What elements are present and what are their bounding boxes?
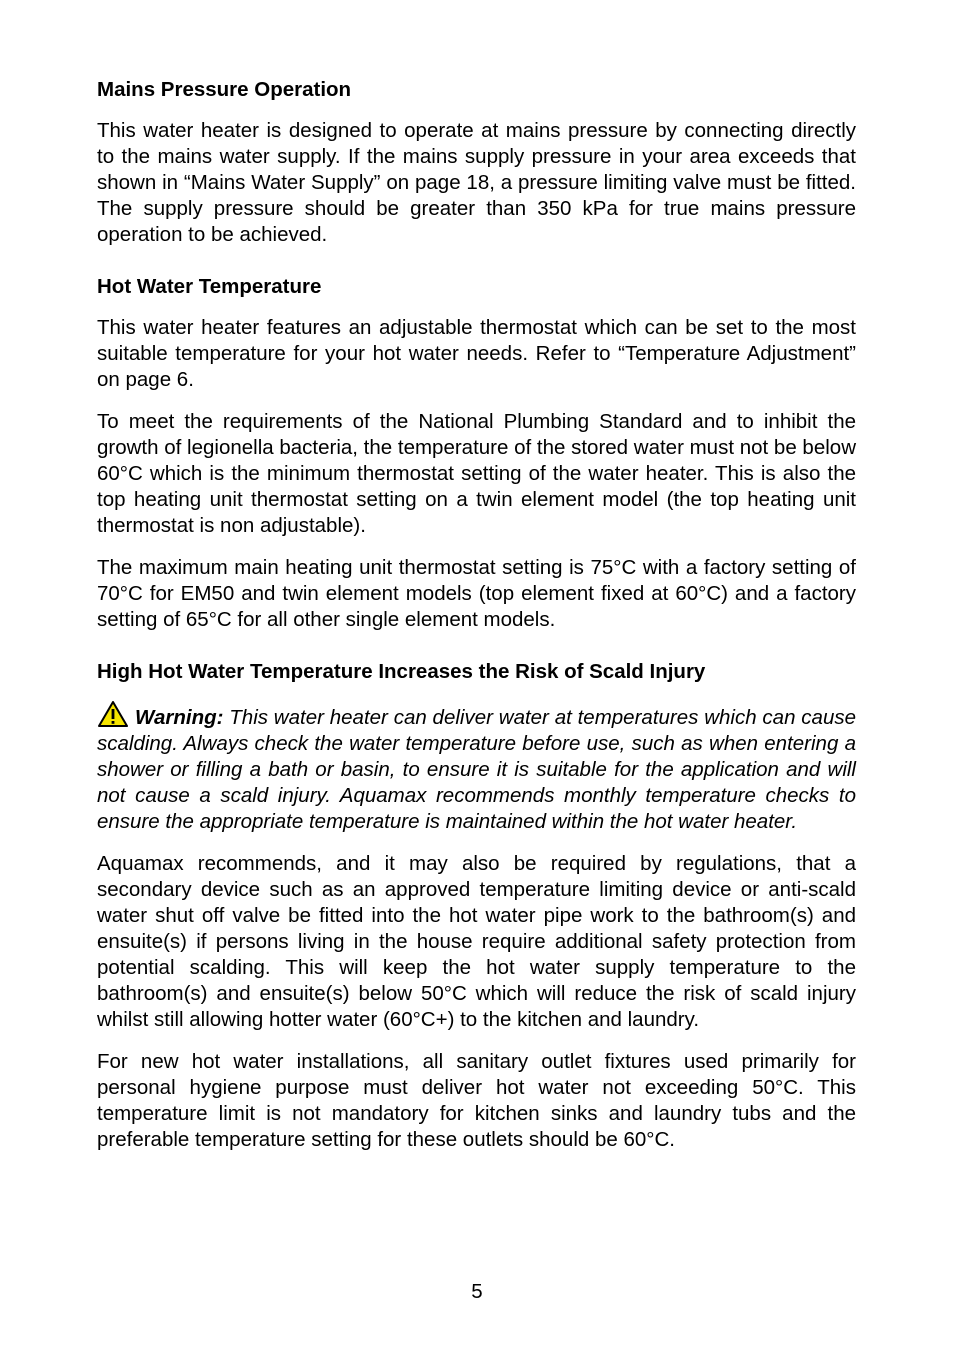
paragraph: For new hot water installations, all sanitary outlet fixtures used primarily for personal hygiene purpose must deliver hot water not exceeding 50°C. This temperature limit is not mandatory for kitchen sinks and laundry tubs and the preferable temperature setting for these outlets should be 60°C. (97, 1050, 856, 1151)
warning-label: Warning: (135, 706, 224, 729)
section-heading: Hot Water Temperature (97, 275, 322, 298)
section-scald-risk (97, 659, 856, 1153)
warning-text: This water heater can deliver water at temperatures which can cause scalding. Always check the water temperature before use, such as when entering a shower or filling a bath or basin, to ensure it is suitable for the application and will not cause a scald injury. Aquamax recommends monthly temperature checks to ensure the appropriate temperature is maintained within the hot water heater. (97, 706, 856, 833)
paragraph: The maximum main heating unit thermostat setting is 75°C with a factory setting of 70°C for EM50 and twin element models (top element fixed at 60°C) and a factory setting of 65°C for all other single element models. (97, 556, 856, 631)
warning-triangle-icon (97, 700, 129, 726)
page-number: 5 (471, 1280, 483, 1303)
paragraph: Aquamax recommends, and it may also be required by regulations, that a secondary device such as an approved temperature limiting device or anti-scald water shut off valve be fitted into the hot water pipe work to the bathroom(s) and ensuite(s) if persons living in the house require additional safety protection from potential scalding. This will keep the hot water supply temperature to the bathroom(s) and ensuite(s) below 50°C which will reduce the risk of scald injury whilst still allowing hotter water (60°C+) to the kitchen and laundry. (97, 852, 856, 1031)
page-content (97, 77, 856, 1169)
section-heading: Mains Pressure Operation (97, 78, 352, 101)
paragraph: This water heater is designed to operate at mains pressure by connecting directly to the mains water supply. If the mains supply pressure in your area exceeds that shown in “Mains Water Supply” on page 18, a pressure limiting valve must be fitted. The supply pressure should be greater than 350 kPa for true mains pressure operation to be achieved. (97, 119, 856, 246)
section-mains-pressure (97, 77, 856, 248)
paragraph: This water heater features an adjustable thermostat which can be set to the most suitable temperature for your hot water needs. Refer to “Temperature Adjustment” on page 6. (97, 316, 856, 391)
section-hot-water-temperature (97, 274, 856, 633)
paragraph: To meet the requirements of the National Plumbing Standard and to inhibit the growth of legionella bacteria, the temperature of the stored water must not be below 60°C which is the minimum thermostat setting of the water heater. This is also the top heating unit thermostat setting on a twin element model (the top heating unit thermostat is non adjustable). (97, 410, 856, 537)
warning-paragraph (97, 700, 856, 835)
section-heading: High Hot Water Temperature Increases the Risk of Scald Injury (97, 660, 706, 683)
